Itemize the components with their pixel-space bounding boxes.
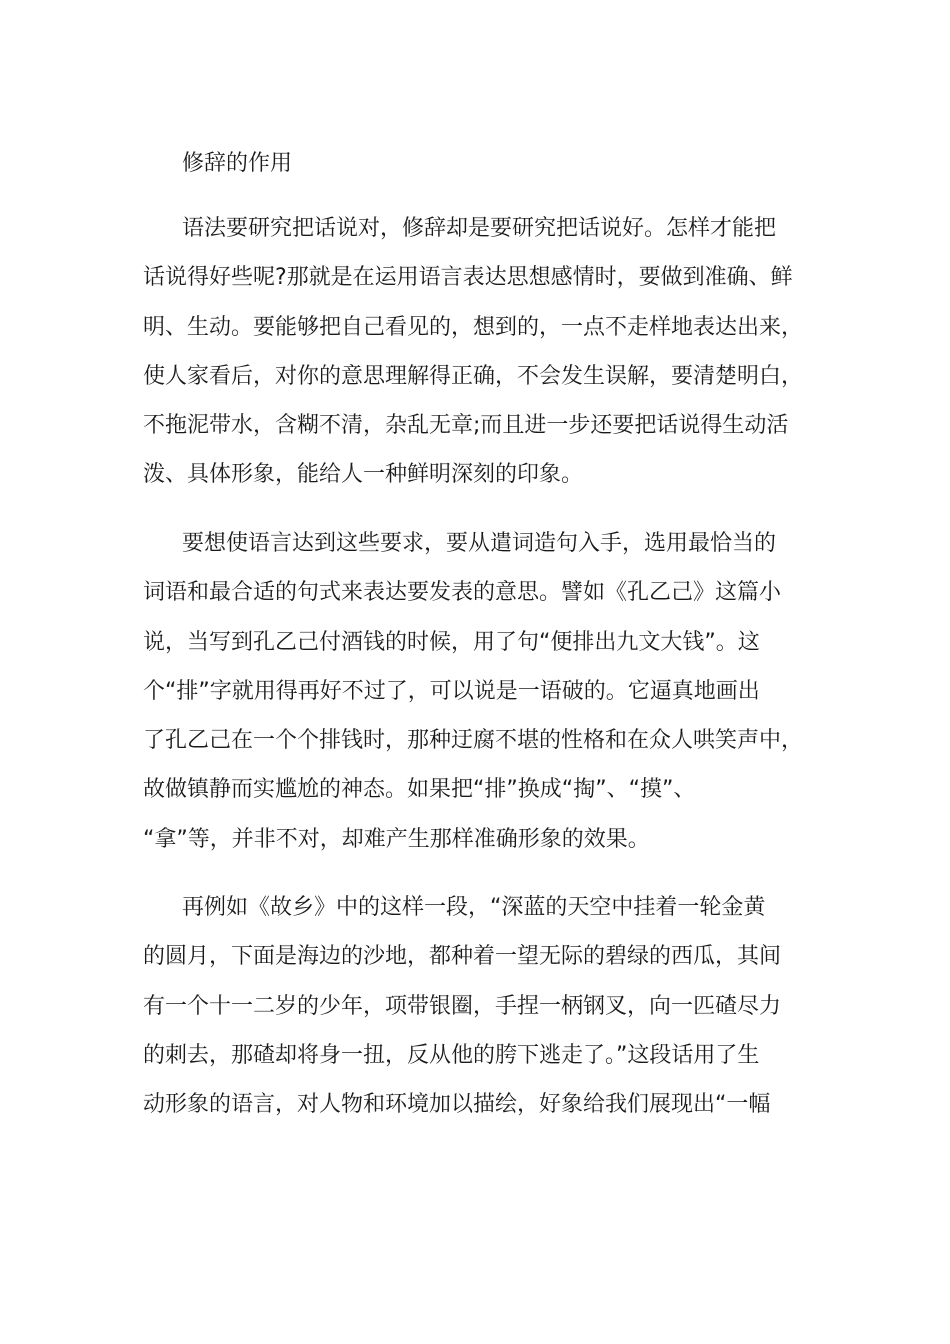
paragraph-line: 泼、具体形象，能给人一种鲜明深刻的印象。 [143,462,584,488]
paragraph-line: 动形象的语言，对人物和环境加以描绘，好象给我们展现出“一幅 [143,1092,771,1118]
paragraph-line: 词语和最合适的句式来表达要发表的意思。譬如《孔乙己》这篇小 [143,580,782,606]
paragraph-3 [143,883,808,1129]
paragraph-line: 有一个十一二岁的少年，项带银圈，手捏一柄钢叉，向一匹碴尽力 [143,993,782,1019]
paragraph-line: 不拖泥带水，含糊不清，杂乱无章;而且进一步还要把话说得生动活 [143,413,789,439]
paragraph-line: 要想使语言达到这些要求，要从遣词造句入手，选用最恰当的 [182,531,777,556]
paragraph-line: 再例如《故乡》中的这样一段，“深蓝的天空中挂着一轮金黄 [182,895,766,920]
paragraph-2 [143,519,808,864]
paragraph-line: 故做镇静而实尴尬的神态。如果把“排”换成“掏”、“摸”、 [143,777,696,803]
paragraph-line: 的刺去，那碴却将身一扭，反从他的胯下逃走了。”这段话用了生 [143,1042,760,1068]
paragraph-line: 话说得好些呢?那就是在运用语言表达思想感情时，要做到准确、鲜 [143,265,793,291]
paragraph-line: “拿”等，并非不对，却难产生那样准确形象的效果。 [143,826,650,852]
paragraph-line: 的圆月，下面是海边的沙地，都种着一望无际的碧绿的西瓜，其间 [143,944,782,970]
paragraph-line: 使人家看后，对你的意思理解得正确，不会发生误解，要清楚明白， [143,363,804,389]
document-title: 修辞的作用 [182,151,293,176]
paragraph-line: 了孔乙己在一个个排钱时，那种迂腐不堪的性格和在众人哄笑声中， [143,728,804,754]
paragraph-line: 说，当写到孔乙己付酒钱的时候，用了句“便排出九文大钱”。这 [143,629,760,655]
paragraph-line: 明、生动。要能够把自己看见的，想到的，一点不走样地表达出来， [143,314,804,340]
paragraph-line: 个“排”字就用得再好不过了，可以说是一语破的。它逼真地画出 [143,678,760,704]
paragraph-1 [143,204,808,500]
paragraph-line: 语法要研究把话说对，修辞却是要研究把话说好。怎样才能把 [182,216,777,241]
